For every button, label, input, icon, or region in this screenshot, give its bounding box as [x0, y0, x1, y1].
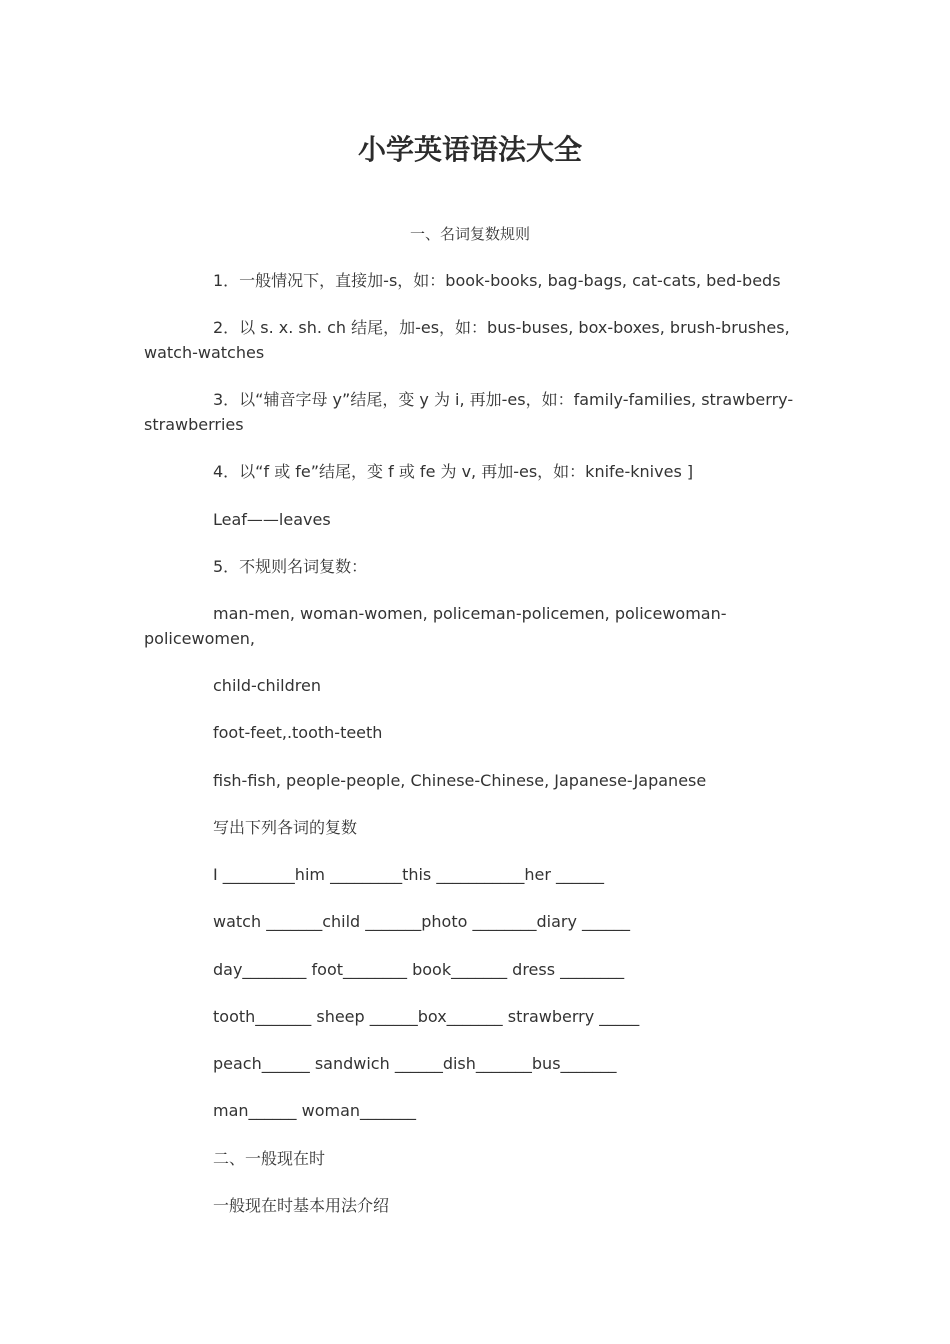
- paragraph-irregular-same: fish-fish, people-people, Chinese-Chinese, Japanese-Japanese: [213, 771, 707, 790]
- paragraph-rule-5: 5．不规则名词复数：: [213, 557, 368, 576]
- section-heading-noun-plural: 一、名词复数规则: [409, 225, 530, 243]
- paragraph-rule-4: 4．以“f 或 fe”结尾，变 f 或 fe 为 v, 再加-es，如：knife-knives ]: [213, 462, 694, 481]
- exercise-line-1: I _________him _________this ___________her ______: [213, 865, 604, 884]
- paragraph-leaf-example: Leaf——leaves: [213, 510, 331, 529]
- exercise-line-6: man______ woman_______: [213, 1101, 417, 1120]
- section-heading-simple-present: 二、一般现在时: [213, 1149, 326, 1168]
- exercise-line-3: day________ foot________ book_______ dress ________: [213, 960, 625, 979]
- paragraph-simple-present-intro: 一般现在时基本用法介绍: [213, 1196, 390, 1215]
- exercise-line-2: watch _______child _______photo ________diary ______: [213, 912, 631, 931]
- paragraph-rule-3: 3．以“辅音字母 y”结尾，变 y 为 i, 再加-es，如：family-families, strawberry-strawberries: [144, 390, 794, 434]
- paragraph-irregular-children: child-children: [213, 676, 321, 695]
- document-page: [144, 0, 796, 1344]
- paragraph-exercise-heading: 写出下列各词的复数: [213, 818, 358, 837]
- exercise-line-5: peach______ sandwich ______dish_______bus_______: [213, 1054, 617, 1073]
- paragraph-irregular-feet: foot-feet,.tooth-teeth: [213, 723, 383, 742]
- document-title: 小学英语语法大全: [357, 133, 582, 166]
- exercise-line-4: tooth_______ sheep ______box_______ strawberry _____: [213, 1007, 640, 1026]
- paragraph-rule-2: 2．以 s. x. sh. ch 结尾，加-es，如：bus-buses, box-boxes, brush-brushes, watch-watches: [144, 318, 790, 362]
- paragraph-rule-1: 1．一般情况下，直接加-s，如：book-books, bag-bags, cat-cats, bed-beds: [213, 271, 781, 290]
- paragraph-irregular-men: man-men, woman-women, policeman-policemen, policewoman-policewomen,: [144, 604, 727, 648]
